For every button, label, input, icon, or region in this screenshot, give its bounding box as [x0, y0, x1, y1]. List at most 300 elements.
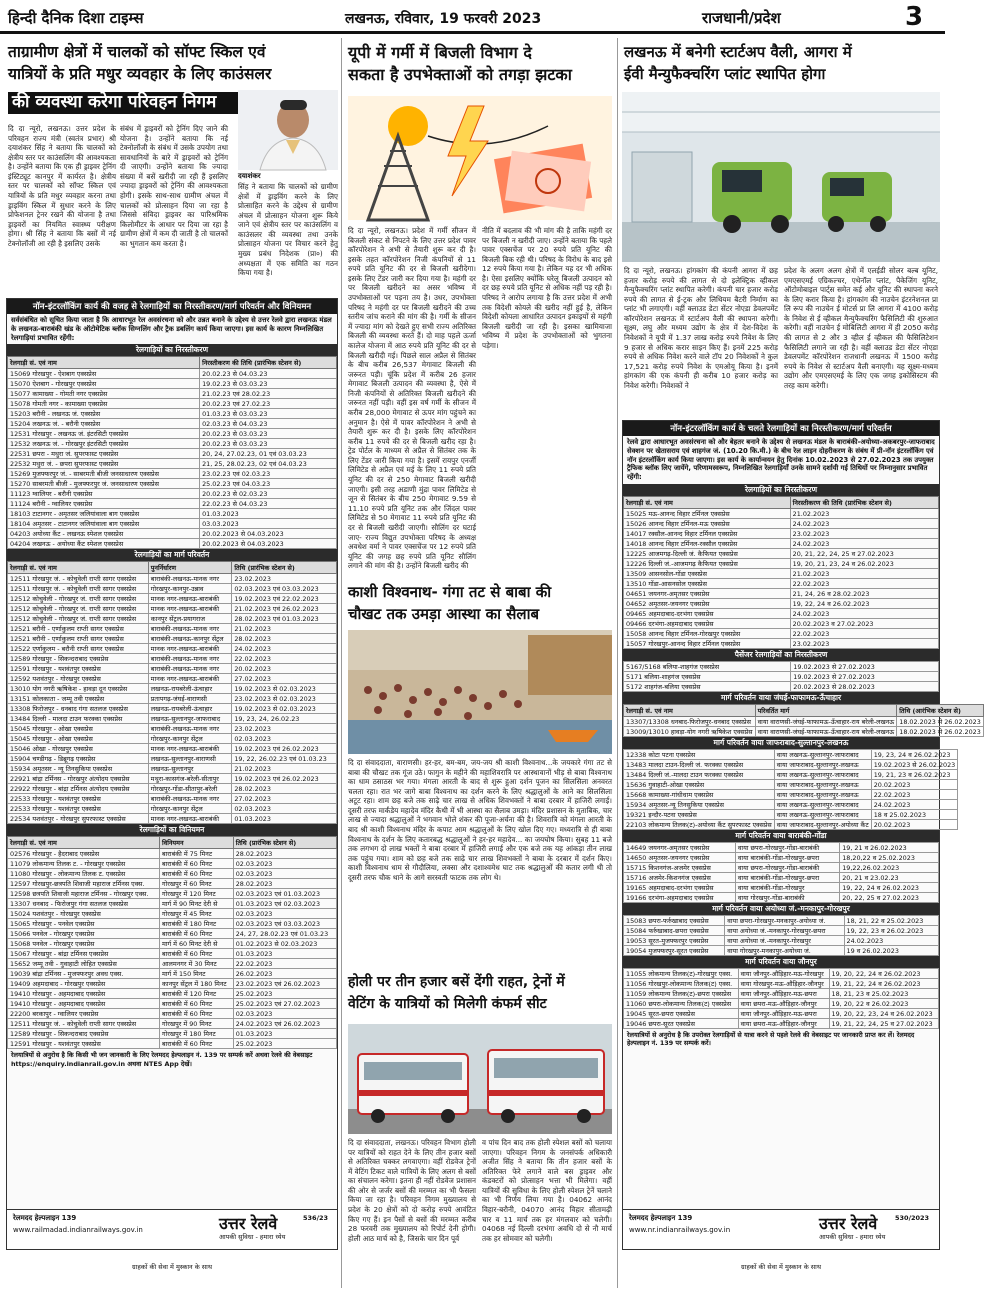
passenger-table: [623, 661, 939, 692]
table-cell: 15065 गोरखपुर - पनवेल एक्सप्रेस: [8, 919, 160, 929]
table-cell: 19, 23, 24 व 26.02.2023: [871, 750, 958, 760]
table-cell: 12225 आजमगढ़-दिल्ली जं. कैफियत एक्सप्रेस: [624, 549, 791, 559]
table-cell: 12512 कोचुवेली - गोरखपुर जं. राप्ती सागर एक्सप्रेस: [8, 604, 149, 614]
table-cell: बाराबंकी-लखनऊ-मानक नगर: [148, 724, 232, 734]
table-cell: 28.02.2023: [233, 879, 336, 889]
table-cell: 28.02.2023 एवं 01.03.2023: [232, 614, 337, 624]
table-row: [624, 989, 939, 999]
table-row: [624, 519, 939, 529]
table-cell: 23.02.2023: [790, 529, 938, 539]
table-row: [8, 469, 337, 479]
table-cell: गोरखपुर-गोंडा-सीतापुर-बरेली: [148, 784, 232, 794]
table-cell: मानक नगर-लखनऊ-बाराबंकी: [148, 644, 232, 654]
table-cell: 12592 यशवंतपुर - गोरखपुर एक्सप्रेस: [8, 674, 149, 684]
table-cell: 13308 फिरोजपुर - धनबाद गंगा सतलज एक्सप्रेस: [8, 704, 149, 714]
table-row: [624, 509, 939, 519]
table-row: [8, 764, 337, 774]
table-cell: गोरखपुर में 60 मिनट: [160, 879, 234, 889]
table-cell: बाराबंकी में 60 मिनट: [160, 869, 234, 879]
table-cell: बाराबंकी में 60 मिनट: [160, 929, 234, 939]
section-bar: रेलगाड़ियों का मार्ग परिवर्तन: [7, 549, 337, 561]
table-row: [8, 979, 337, 989]
table-cell: 15058 आनन्द विहार टर्मिनल-गोरखपुर एक्सप्रेस: [624, 629, 791, 639]
table-cell: गोरखपुर में 180 मिनट: [160, 1029, 234, 1039]
paper-name: हिन्दी दैनिक दिशा टाइम्स: [8, 9, 144, 27]
table-row: [624, 926, 939, 936]
divert-table: [7, 561, 337, 824]
table-row: [624, 873, 939, 883]
table-cell: 15078 गोमती नगर - कामाख्या एक्सप्रेस: [8, 399, 200, 409]
table-cell: 5171 बलिया-शाहगंज एक्सप्रेस: [624, 672, 791, 682]
table-row: [8, 1039, 337, 1049]
table-cell: 11079 लोकमान्य तिलक ट. - गोरखपुर एक्सप्रेस: [8, 859, 160, 869]
table-row: [8, 804, 337, 814]
table-cell: 02.03.2023 एवं 03.03.2023: [233, 919, 336, 929]
table-cell: 20.02.23 से 03.03.23: [200, 439, 337, 449]
article-body: प्रदेश के अलग अलग क्षेत्रों में एलईडी सोलर बल्ब यूनिट, एमएसएमई एग्रिकल्चर, एथेनॉल प्लांट, पैकेजिंग यूनिट, ऑटोमोबाइल पार्ट्स समेत कई और यूनिट की स्थापना करने के लिए करार किया है। हांगकांग की नाउचेन इंटरनेशनल प्रा लि रूप की नाउचेन ई मोटर्स प्रा लि आगरा में 4100 करोड़ के निवेश से ई व्हीकल मैन्युफैक्चरिंग फैसिलिटी की शुरुआत करेगी। वहीं नाउचेन ई मोबिलिटी आगरा में ही 2050 करोड़ की लागत से 2 और 3 व्हील ई व्हीकल की फैसिलिटेशन फैसिलिटी लगाने जा रही है। वहीं क्लाउड डेटा सेंटर नोएडा डेवलपमेंट कॉरपोरेशन राजधानी लखनऊ में 1500 करोड़ रुपये के निवेश से स्टार्टअप वैली बनाएगी। यह सूक्ष्म-मध्यम उद्योग और एमएसएमई के लिए एक जगह इकोसिस्टम की तरह काम करेगी।: [784, 266, 938, 390]
table-cell: गोरखपुर-कानपुर-उन्नाव: [148, 584, 232, 594]
section-bar: मार्ग परिवर्तन वाया बाराबंकी-गोंडा: [623, 830, 939, 842]
headline-line: की व्यवस्था करेगा परिवहन निगम: [8, 92, 248, 114]
table-cell: 22921 बांद्रा टर्मिनस - गोरखपुर अंत्योदय एक्सप्रेस: [8, 774, 149, 784]
table-cell: 5167/5168 बलिया-शाहगंज एक्सप्रेस: [624, 662, 791, 672]
table-cell: 22533 गोरखपुर - यशवंतपुर एक्सप्रेस: [8, 804, 149, 814]
table-cell: 19321 इन्दौर-पटना एक्सप्रेस: [624, 810, 775, 820]
table-row: [8, 774, 337, 784]
table-cell: लखनऊ-रायबरेली-ऊंचाहार: [148, 704, 232, 714]
table-cell: 24, 27, 28.02.23 एवं 01.03.23: [233, 929, 336, 939]
table-cell: 12591 गोरखपुर - यशवंतपुर एक्सप्रेस: [8, 1039, 160, 1049]
table-cell: 18104 अमृतसर - टाटानगर जलियांवाला बाग एक्सप्रेस: [8, 519, 200, 529]
table-cell: 15934 अमृतसर-न्यू तिनसुकिया एक्सप्रेस: [624, 800, 775, 810]
table-cell: 11080 गोरखपुर - लोकमान्य तिलक ट. एक्सप्रेस: [8, 869, 160, 879]
table-cell: वाया बाराबंकी-गोंडा-गोरखपुर-छपरा: [735, 873, 839, 883]
headline-line: काशी विश्वनाथ- गंगा तट से बाबा की: [348, 583, 552, 601]
table-cell: 23.02.2023 से 02.03.2023: [232, 694, 337, 704]
table-row: [8, 959, 337, 969]
table-cell: 23.02.2023: [232, 574, 337, 584]
table-cell: 01.03.2023: [232, 814, 337, 824]
table-cell: 15083 छपरा-फर्रुखाबाद एक्सप्रेस: [624, 916, 725, 926]
table-cell: 18.02.2023 से 26.02.2023: [897, 717, 984, 727]
table-row: [8, 389, 337, 399]
table-cell: 19054 मुजफ्फरपुर-सूरत एक्सप्रेस: [624, 946, 725, 956]
route-table: [623, 842, 939, 903]
table-row: [624, 589, 939, 599]
table-cell: मार्ग में 90 मिनट देरी से: [160, 899, 234, 909]
table-cell: 13510 गोंडा-आसनसोल एक्सप्रेस: [624, 579, 791, 589]
table-row: [8, 754, 337, 764]
article-body: दि दा न्यूरो, लखनऊ। उत्तर प्रदेश के परिवहन राज्य मंत्री (स्वतंत्र प्रभार) श्री दयाशंकर सिंह ने बताया कि चालकों को क्षेत्रीय स्तर पर काउंसलिंग की आवश्यकता है। उन्होंने बताया कि एक ही ड्राइवर ट्रेनिंग इंस्टिट्यूट कानपुर में कार्यरत है। क्षेत्रीय स्तर पर चालकों को सॉफ्ट स्किल एवं यात्रियों के प्रति मधुर व्यवहार करना तथा ड्राइविंग स्किल में सुधार करने के लिए प्रोफेशनल ट्रेनर रखने की योजना है तथा ड्राइवरों का नियमित स्वास्थ्य परीक्षण होगा। श्री सिंह ने बताया कि बसों में नई टेक्नोलॉजी आ रही है इसलिए उसके: [8, 124, 116, 248]
table-cell: 15070 ऐशबाग - गोरखपुर एक्सप्रेस: [8, 379, 200, 389]
table-cell: मथुरा-कासगंज-बरेली-सीतापुर: [148, 774, 232, 784]
table-row: [8, 939, 337, 949]
table-cell: 12512 कोचुवेली - गोरखपुर जं. राप्ती सागर एक्सप्रेस: [8, 594, 149, 604]
table-row: [8, 664, 337, 674]
headline-line: यूपी में गर्मी में बिजली विभाग दे: [348, 43, 532, 62]
table-row: [624, 883, 939, 893]
table-cell: 20.02.2023 से 28.02.2023: [791, 682, 939, 692]
helpline: रेलमदद हेल्पलाइन 139: [13, 1214, 77, 1222]
table-cell: 20.02.23 से 02.03.23: [200, 489, 337, 499]
table-cell: 24.02.2023: [232, 644, 337, 654]
table-row: [8, 479, 337, 489]
table-cell: 19045 सूरत-छपरा एक्सप्रेस: [624, 1009, 739, 1019]
table-cell: 24.02.2023 एवं 26.02.2023: [233, 1019, 336, 1029]
table-cell: 01.03.23 से 03.03.23: [200, 409, 337, 419]
table-cell: 02.03.2023: [232, 804, 337, 814]
table-cell: 21, 24, 26 व 28.02.2023: [790, 589, 938, 599]
table-cell: 21.02.2023 एवं 26.02.2023: [232, 604, 337, 614]
table-cell: मानक नगर-लखनऊ-बाराबंकी: [148, 674, 232, 684]
table-cell: 25.02.2023: [233, 989, 336, 999]
table-cell: 25.02.2023 एवं 27.02.2023: [233, 999, 336, 1009]
column-header: रेलगाड़ी सं. एवं नाम: [8, 357, 200, 369]
table-row: [624, 579, 939, 589]
table-cell: 15270 साबरमती बीजी - मुजफ्फरपुर जं. जनसाधारण एक्सप्रेस: [8, 479, 200, 489]
table-cell: 21.02.2023: [790, 569, 938, 579]
table-cell: 20, 22, 25 व 27.02.2023: [840, 893, 939, 903]
photo-caption: दयाशंकर: [238, 172, 261, 180]
table-row: [624, 893, 939, 903]
notice-title: नॉन-इंटरलॉकिंग कार्य के चलते रेलगाड़ियों का निरस्तीकरण/मार्ग परिवर्तन: [623, 421, 939, 436]
bottom-note: ग्राहकों की सेवा में मुस्कान के साथ: [131, 1263, 213, 1271]
table-cell: 18103 टाटानगर - अमृतसर जलियांवाला बाग एक्सप्रेस: [8, 509, 200, 519]
table-cell: 22.02.2023: [232, 654, 337, 664]
table-row: [8, 634, 337, 644]
table-cell: 19.02.23 से 03.03.23: [200, 379, 337, 389]
table-cell: 19.02.2023 एवं 26.02.2023: [232, 774, 337, 784]
table-row: [8, 614, 337, 624]
notice-code: 530/2023: [895, 1214, 930, 1222]
table-cell: 13484 दिल्ली - मालदा टाउन फरक्का एक्सप्रेस: [8, 714, 149, 724]
table-cell: 12521 बरौनी - एर्णाकुलम राप्ती सागर एक्सप्रेस: [8, 634, 149, 644]
table-cell: 19, 20, 21, 23, 24 व 26.02.2023: [790, 559, 938, 569]
section-bar: रेलगाड़ियों का विनियमन: [7, 824, 337, 836]
table-cell: 12532 लखनऊ जं. - गोरखपुर इंटरसिटी एक्सप्रेस: [8, 439, 200, 449]
table-cell: 01.03.2023: [200, 509, 337, 519]
table-cell: बाराबंकी में 180 मिनट: [160, 919, 234, 929]
table-cell: 22.02.2023: [790, 579, 938, 589]
table-cell: 15668 कामाख्या-गांधीधाम एक्सप्रेस: [624, 790, 775, 800]
table-row: [624, 682, 939, 692]
table-cell: 18 व 25.02.2023: [871, 810, 958, 820]
table-cell: 20.02.23 से 03.03.23: [200, 429, 337, 439]
table-row: [624, 999, 939, 1009]
table-row: [8, 529, 337, 539]
table-cell: वाया अयोध्या जं.-मनकापुर-गोरखपुर-छपरा: [725, 926, 844, 936]
table-row: [624, 969, 939, 979]
table-cell: वाया छपरा-मऊ-औड़िहार-जौनपुर: [738, 999, 829, 1009]
table-cell: 27.02.2023: [232, 674, 337, 684]
table-cell: 12511 गोरखपुर जं. - कोचुवेली राप्ती सागर एक्सप्रेस: [8, 574, 149, 584]
table-cell: 15077 कामाख्या - गोमती नगर एक्सप्रेस: [8, 389, 200, 399]
article-body: दि दा संवाददाता, लखनऊ। परिवहन विभाग होली पर यात्रियों को राहत देने के लिए तीन हजार बसों से अतिरिक्त चक्कर लगवाएगा। वहीं रोडवेज ट्रेनों में वेटिंग टिकट वाले यात्रियों के लिए अलग से बसों का संचालन करेगा। इतना ही नहीं रोडवेज प्रशासन की ओर से जर्जर बसों की मरम्मत का भी फैसला किया जा रहा है। परिवहन निगम मुख्यालय से प्रदेश के 20 क्षेत्रों को दो करोड़ रुपये आवंटित किए गए हैं। इन पैसों से बसों की मरम्मत करीब 28 फरवरी तक मुख्यालय को रिपोर्ट देनी होगी। होली आठ मार्च को है, जिसके चार दिन पूर्व: [348, 1138, 476, 1243]
table-cell: वाया जौनपुर-औड़िहार-मऊ-छपरा: [738, 989, 829, 999]
table-cell: लखनऊ-सुल्तानपुर-वाराणसी: [148, 754, 232, 764]
notice-footer-strip: [7, 1209, 337, 1249]
table-row: [8, 704, 337, 714]
table-cell: मानक नगर-लखनऊ-बाराबंकी: [148, 594, 232, 604]
table-cell: 02.03.2023 एवं 01.03.2023: [233, 889, 336, 899]
table-row: [624, 672, 939, 682]
table-cell: 19 व 26.02.2023: [844, 946, 938, 956]
logo-tagline: आपकी सुविधा - हमारा ध्येय: [219, 1233, 286, 1241]
table-cell: 28.02.2023: [232, 634, 337, 644]
table-cell: 13307 धनबाद - फिरोजपुर गंगा सतलज एक्सप्रेस: [8, 899, 160, 909]
table-cell: 15025 मऊ-आनन्द विहार टर्मिनल एक्सप्रेस: [624, 509, 791, 519]
table-row: [624, 750, 958, 760]
table-row: [624, 609, 939, 619]
table-row: [624, 619, 939, 629]
table-row: [8, 1029, 337, 1039]
section-name: राजधानी/प्रदेश: [702, 9, 781, 27]
table-row: [624, 760, 958, 770]
table-cell: 20.02.2023 से 04.03.2023: [200, 539, 337, 549]
table-row: [624, 780, 958, 790]
table-cell: 21.02.2023: [232, 764, 337, 774]
table-cell: प्रतापगढ़-जंघई-वाराणसी: [148, 694, 232, 704]
column-header: रेलगाड़ी सं. एवं नाम: [624, 497, 791, 509]
column-header: पुनर्निर्धारण: [148, 562, 232, 574]
table-row: [8, 919, 337, 929]
table-cell: 15069 गोरखपुर - ऐशबाग एक्सप्रेस: [8, 369, 200, 379]
column-header: निरस्तीकरण की तिथि (प्रारंभिक स्टेशन से): [200, 357, 337, 369]
railway-notice-right: [622, 420, 981, 1250]
table-cell: 13151 कोलकाता - जम्मू तवी एक्सप्रेस: [8, 694, 149, 704]
table-cell: 5172 शाहगंज-बलिया एक्सप्रेस: [624, 682, 791, 692]
headline-line: यात्रियों के प्रति मधुर व्यवहार के लिए काउंसलर: [8, 65, 272, 83]
table-row: [624, 529, 939, 539]
table-cell: वाया बाराबंकी-गोंडा-गोरखपुर: [735, 883, 839, 893]
headline-line: सकता है उपभेक्ताओं को तगड़ा झटका: [348, 65, 572, 84]
railway-notice-left: [6, 298, 338, 1250]
table-cell: 13307/13308 धनबाद-फिरोजपुर-धनबाद एक्सप्रेस: [624, 717, 756, 727]
section-bar: पैसेंजर रेलगाड़ियों का निरस्तीकरण: [623, 649, 939, 661]
table-row: [624, 1019, 939, 1029]
table-cell: 12511 गोरखपुर जं. - कोचुवेली राप्ती सागर एक्सप्रेस: [8, 584, 149, 594]
table-cell: 13010 योग नगरी ऋषिकेश - हावड़ा दून एक्सप्रेस: [8, 684, 149, 694]
table-cell: 20.02.2023 से 04.03.2023: [200, 529, 337, 539]
table-cell: 19,22,26.02.2023: [840, 863, 939, 873]
table-row: [624, 549, 939, 559]
table-cell: वाया छपरा-गोरखपुर-गोंडा-बाराबंकी: [735, 863, 839, 873]
notice-intro: सर्वसंबंधित को सूचित किया जाता है कि आधारभूत रेल अवसंरचना को और उन्नत बनाने के उद्देश्य से उत्तर रेलवे द्वारा लखनऊ मंडल के लखनऊ-बाराबंकी खंड के ऑटोमेटिक ब्लॉक सिग्नलिंग और ट्रैक डबलिंग कार्य किया जाएगा। इस कार्य के कारण निम्नलिखित रेलगाड़ियां प्रभावित रहेंगी:: [11, 316, 332, 342]
table-cell: 12512 कोचुवेली - गोरखपुर जं. राप्ती सागर एक्सप्रेस: [8, 614, 149, 624]
table-cell: मानक नगर-लखनऊ-बाराबंकी: [148, 744, 232, 754]
table-cell: 11059 लोकमान्य तिलक(ट)-छपरा एक्सप्रेस: [624, 989, 739, 999]
column-header: रेलगाड़ी सं. एवं नाम: [624, 705, 756, 717]
table-cell: 20.02.2023: [232, 664, 337, 674]
website-link[interactable]: www.railmadad.indianrailways.gov.in: [13, 1226, 143, 1234]
article-body: संबंध में ड्राइवरों को ट्रेनिंग दिए जाने की योजना है। उन्होंने बताया कि नई टेक्नोलॉजी के संबंध में उसके उपयोग तथा सावधानियों के बारे में ड्राइवरों को ट्रेनिंग दी जाएगी। उन्होंने बताया कि ज्यादा संख्या में बसें खरीदी जा रही हैं इसलिए ज्यादा ड्राइवरों को ट्रेनिंग की आवश्यकता होगी। इसके साथ-साथ ग्रामीण अंचल में चालकों को प्रोत्साहन दिया जा रहा है जिससे संविदा ड्राइवर का पारिश्रमिक किलोमीटर के आधार पर दिया जा रहा है ग्रामीण क्षेत्रों में कम दी जाती है तो चालकों का भुगतान कम करता है।: [120, 124, 228, 248]
table-cell: 15904 चण्डीगढ़ - डिब्रूगढ़ एक्सप्रेस: [8, 754, 149, 764]
table-cell: 22922 गोरखपुर - बांद्रा टर्मिनस अंत्योदय एक्सप्रेस: [8, 784, 149, 794]
route-table: [623, 749, 958, 830]
article-body: दि दा संवाददाता, वाराणसी। हर-हर, बम-बम, जय-जय श्री काशी विश्वनाथ...के जयकारे गंगा तट से बाबा की चौखट तक गूंज उठे। फागुन के महीने की महाशिवरात्रि पर आस्थावानों भीड़ से बाबा विश्वनाथ का धाम ठसाठस भर गया। मंगला आरती के बाद से शुरू हुआ दर्शन पूजन का सिलसिला अनवरत चलता रहा। रात भर जागे बाबा विश्वनाथ का दर्शन करने के लिए श्रद्धालुओं के आने का सिलसिला अटूट रहा। शाम छह बजे तक साढ़े चार लाख से अधिक शिवभक्तों ने बाबा दरबार में हाजिरी लगाई। दूसरी तरफ मार्कंडेय महादेव मंदिर कैथी में भी आस्था का सैलाब उमड़ा। मंदिर प्रशासन के मुताबिक, चार लाख से ज्यादा श्रद्धालुओं ने भगवान भोले शंकर की पूजा-अर्चना की है। शिवरात्रि को मंगला आरती के बाद श्री काशी विश्वनाथ मंदिर के कपाट आम श्रद्धालुओं के लिए खोल दिए गए। मध्यरात्रि से ही बाबा विश्वनाथ के दर्शन के लिए कतारबद्ध श्रद्धालुओं ने हर-हर महादेव... का जयघोष किया। सुबह 11 बजे तक लगभग दो लाख भक्तों ने बाबा दरबार में हाजिरी लगाई और एक बजे तक यह आंकड़ा तीन लाख तक पहुंच गया। शाम को छह बजे तक साढ़े चार लाख शिवभक्तों ने बाबा के दरबार में दर्शन किए। काशी विश्वनाथ धाम से गौदौलिया, लक्सा और दशाश्वमेध घाट तक श्रद्धालुओं की कतार लगी थी तो दूसरी तरफ चौक थाने के आगे सरस्वती फाटक तक लोग थे।: [348, 758, 612, 882]
table-row: [8, 1019, 337, 1029]
website-link[interactable]: www.nr.indianrailways.gov.in: [629, 1226, 731, 1234]
table-cell: कानपुर सेंट्रल-प्रयागराज: [148, 614, 232, 624]
table-cell: 02.03.2023 एवं 03.03.2023: [232, 584, 337, 594]
table-cell: 15066 पनवेल - गोरखपुर एक्सप्रेस: [8, 929, 160, 939]
route-table: [623, 704, 984, 737]
table-cell: 19.02.2023 से 26.02.2023: [871, 760, 958, 770]
table-cell: कानपुर सेंट्रल में 180 मिनट: [160, 979, 234, 989]
table-row: [624, 629, 939, 639]
table-cell: 12522 एर्णाकुलम - बरौनी राप्ती सागर एक्सप्रेस: [8, 644, 149, 654]
table-cell: 12338 कोटा पटना एक्सप्रेस: [624, 750, 775, 760]
table-cell: बाराबंकी में 120 मिनट: [160, 989, 234, 999]
table-cell: 22.02.23 से 04.03.23: [200, 499, 337, 509]
table-cell: बाराबंकी-लखनऊ-मानक नगर: [148, 794, 232, 804]
table-cell: 04652 अमृतसर-जयनगर एक्सप्रेस: [624, 599, 791, 609]
table-cell: 15203 बरौनी - लखनऊ जं. एक्सप्रेस: [8, 409, 200, 419]
table-cell: 26.02.2023: [233, 969, 336, 979]
section-bar: मार्ग परिवर्तन वाया जाफराबाद-सुल्तानपुर-लखनऊ: [623, 737, 939, 749]
table-cell: मानक नगर-लखनऊ-बाराबंकी: [148, 604, 232, 614]
article-body: दि दा न्यूरो, लखनऊ। हांगकांग की कंपनी आगरा में छह हजार करोड़ रुपये की लागत से दो इलेक्ट्रिक व्हीकल मैन्युफैक्चरिंग प्लांट स्थापित करेगी। कंपनी चार हजार करोड़ रुपये की लागत से ई-ट्रक और लिथियम बैटरी निर्माण का प्लांट भी लगाएगी। वहीं क्लाउड डेटा सेंटर नोएडा डेवलपमेंट कॉरपोरेशन लखनऊ में स्टार्टअप वैली की स्थापना करेगी। सूक्ष्म, लघु और मध्यम उद्योग के क्षेत्र में देश-विदेश के निवेशकों ने यूपी में 1.37 लाख करोड़ रुपये निवेश के लिए 9 हजार से अधिक करार साइन किए हैं। इनमें 225 करोड़ रुपये से अधिक निवेश करने वाले टॉप 20 निवेशकों ने कुल 17,521 करोड़ रुपये निवेश के एमओयू किया है। इनमें हांगकांग की एक कंपनी ही करीब 10 हजार करोड़ का निवेश करेगी। निवेशकों ने: [624, 266, 778, 390]
table-cell: वाया लखनऊ-सुल्तानपुर-जाफराबाद: [774, 770, 871, 780]
column-rule: [341, 38, 342, 1288]
page-header: [0, 0, 945, 34]
table-cell: 20, 21 व 23.02.23: [840, 873, 939, 883]
column-rule: [617, 38, 618, 1288]
cancel-table: [7, 356, 337, 549]
table-row: [8, 459, 337, 469]
table-cell: 23.02.23 एवं 02.03.23: [200, 469, 337, 479]
headline-line: वेटिंग के यात्रियों को मिलेगी कंफर्म सीट: [348, 996, 547, 1012]
table-cell: 18,20,22 व 25.02.2023: [840, 853, 939, 863]
dateline: लखनऊ, रविवार, 19 फरवरी 2023: [345, 11, 542, 27]
table-cell: 28.02.2023: [232, 784, 337, 794]
table-cell: 22534 यशवंतपुर - गोरखपुर सुपरफास्ट एक्सप्रेस: [8, 814, 149, 824]
table-cell: 22.02.2023: [233, 959, 336, 969]
table-cell: 18, 21, 23 व 25.02.2023: [829, 989, 938, 999]
table-cell: 15068 पनवेल - गोरखपुर एक्सप्रेस: [8, 939, 160, 949]
table-cell: 15026 आनन्द विहार टर्मिनल-मऊ एक्सप्रेस: [624, 519, 791, 529]
table-row: [624, 770, 958, 780]
column-header: तिथि (प्रारंभिक स्टेशन से): [232, 562, 337, 574]
table-cell: मार्ग में 150 मिनट: [160, 969, 234, 979]
table-row: [8, 814, 337, 824]
table-row: [8, 909, 337, 919]
table-row: [8, 594, 337, 604]
table-cell: 19166 दरभंगा-अहमदाबाद एक्सप्रेस: [624, 893, 736, 903]
table-cell: 11124 बरौनी - ग्वालियर एक्सप्रेस: [8, 499, 200, 509]
table-cell: 19053 सूरत-मुजफ्फरपुर एक्सप्रेस: [624, 936, 725, 946]
table-cell: 20.02.2023 व 27.02.2023: [790, 619, 938, 629]
table-cell: 24.02.2023: [871, 800, 958, 810]
table-row: [8, 584, 337, 594]
column-header: तिथि (प्रारंभिक स्टेशन से): [233, 837, 336, 849]
table-cell: 02.03.23 से 04.03.23: [200, 419, 337, 429]
table-row: [624, 853, 939, 863]
table-cell: 15715 किशनगंज-अजमेर एक्सप्रेस: [624, 863, 736, 873]
table-cell: 15269 मुजफ्फरपुर जं. - साबरमती बीजी जनसाधारण एक्सप्रेस: [8, 469, 200, 479]
table-cell: गोरखपुर में 120 मिनट: [160, 889, 234, 899]
table-row: [624, 810, 958, 820]
route-table: [623, 968, 939, 1029]
table-cell: 04651 जयनगर-अमृतसर एक्सप्रेस: [624, 589, 791, 599]
table-cell: वाया छपरा-गोरखपुर-गोंडा-बाराबंकी: [735, 843, 839, 853]
table-row: [8, 509, 337, 519]
table-cell: 12597 गोरखपुर-छत्रपति शिवाजी महाराज टर्मिनस एक्स.: [8, 879, 160, 889]
table-row: [8, 794, 337, 804]
table-row: [624, 916, 939, 926]
table-cell: 12598 छत्रपति शिवाजी महाराज टर्मिनस - गोरखपुर एक्स.: [8, 889, 160, 899]
table-cell: 21.02.2023: [790, 509, 938, 519]
table-row: [8, 399, 337, 409]
table-cell: वाया जौनपुर-औड़िहार-मऊ-गोरखपुर: [738, 969, 829, 979]
table-cell: वाया जाफराबाद-सुल्तानपुर-लखनऊ: [774, 760, 871, 770]
table-cell: 28.02.2023: [233, 849, 336, 859]
table-cell: 20.02.2023: [871, 820, 958, 830]
table-cell: 02.03.2023: [233, 909, 336, 919]
table-row: [8, 369, 337, 379]
table-cell: गोरखपुर में 90 मिनट: [160, 1019, 234, 1029]
table-row: [624, 946, 939, 956]
table-row: [8, 869, 337, 879]
table-row: [8, 714, 337, 724]
helpline: रेलमदद हेल्पलाइन 139: [629, 1214, 693, 1222]
table-cell: 15067 गोरखपुर - बांद्रा टर्मिनस एक्सप्रेस: [8, 949, 160, 959]
table-cell: 15046 ओखा - गोरखपुर एक्सप्रेस: [8, 744, 149, 754]
buses-photo: [348, 1024, 612, 1134]
minister-photo: [238, 90, 338, 170]
table-cell: 14017 रक्सौल-आनन्द विहार टर्मिनल एक्सप्रेस: [624, 529, 791, 539]
table-cell: 22.02.2023: [871, 790, 958, 800]
table-cell: 15204 लखनऊ जं. - बरौनी एक्सप्रेस: [8, 419, 200, 429]
northern-railway-logo: उत्तर रेलवे: [219, 1214, 278, 1233]
page-number: 3: [905, 2, 924, 32]
table-cell: बाराबंकी में 75 मिनट: [160, 849, 234, 859]
table-cell: 19165 अहमदाबाद-दरभंगा एक्सप्रेस: [624, 883, 736, 893]
table-cell: 22533 गोरखपुर - यशवंतपुर एक्सप्रेस: [8, 794, 149, 804]
table-row: [624, 662, 939, 672]
table-row: [8, 429, 337, 439]
route-table: [623, 915, 939, 956]
table-cell: मानक नगर-लखनऊ-बाराबंकी: [148, 814, 232, 824]
table-cell: वाया वाराणसी-जंघई-फाफामऊ-ऊँचाहार-राय बरेली-लखनऊ: [755, 727, 897, 737]
headline-line: लखनऊ में बनेगी स्टार्टअप वैली, आगरा में: [624, 43, 852, 61]
table-cell: 19, 21, 22, 24, 25 व 27.02.2023: [829, 1019, 938, 1029]
notice-footer: रेलयात्रियों से अनुरोध है कि किसी भी जन जानकारी के लिए रेलमदद हेल्पलाइन नं. 139 पर सम्पर्क करें अथवा रेलवे की वेबसाइट https://enquiry.indianrail.gov.in अथवा NTES App देखें।: [11, 1051, 313, 1068]
table-row: [8, 1009, 337, 1019]
table-cell: 20, 24, 27.02.23, 01 एवं 03.03.23: [200, 449, 337, 459]
table-cell: 02.03.2023: [232, 734, 337, 744]
table-cell: 19, 22, 24 व 26.02.2023: [840, 883, 939, 893]
table-cell: 19410 गोरखपुर - अहमदाबाद एक्सप्रेस: [8, 999, 160, 1009]
table-cell: 20.02.2023: [871, 780, 958, 790]
cancel-table: [623, 496, 939, 649]
table-cell: 19.02.2023 एवं 22.02.2023: [232, 594, 337, 604]
table-cell: वाया जाफराबाद-सुल्तानपुर-अयोध्या कैंट: [774, 820, 871, 830]
table-cell: 15636 गुवाहाटी-ओखा एक्सप्रेस: [624, 780, 775, 790]
table-cell: 02576 गोरखपुर - हैदराबाद एक्सप्रेस: [8, 849, 160, 859]
table-cell: 01.02.2023 से 02.03.2023: [233, 939, 336, 949]
table-cell: 12521 बरौनी - एर्णाकुलम राप्ती सागर एक्सप्रेस: [8, 624, 149, 634]
table-cell: 14018 आनन्द विहार टर्मिनल-रक्सौल एक्सप्रेस: [624, 539, 791, 549]
article-body: दि दा न्यूरो, लखनऊ। प्रदेश में गर्मी सीजन में बिजली संकट से निपटने के लिए उत्तर प्रदेश पावर कॉरपोरेशन ने अभी से तैयारी शुरू कर दी है। इसके तहत कॉरपोरेशन निजी कंपनियों से 11 रुपये प्रति यूनिट की दर से बिजली खरीदेगा। इसके लिए टेंडर जारी कर दिया गया है। महंगी दर पर बिजली खरीदने का असर भविष्य में उपभोक्ताओं पर पड़ना तय है। उधर, उपभोक्ता परिषद ने महंगी दर पर बिजली खरीदने की उच्च स्तरीय जांच कराने की मांग की है। गर्मी के सीजन में ज्यादा मांग को देखते हुए सभी राज्य अतिरिक्त बिजली की व्यवस्था करते हैं। दो माह पहले ऊर्जा कालेज योजना में आठ रुपये प्रति यूनिट की दर से बिजली खरीदी गई। पिछले साल अप्रैल से सितंबर के बीच करीब 26,537 मेगावाट बिजली की जरूरत पड़ी। चूंकि प्रदेश में करीब 26 हजार मेगावाट बिजली उत्पादन की व्यवस्था है, ऐसे में निजी कंपनियों से अतिरिक्त बिजली खरीदने की जरूरत नहीं पड़ी। वहीं इस वर्ष गर्मी के सीजन में करीब 28,000 मेगावाट से ऊपर मांग पहुंचने का अनुमान है। ऐसे में पावर कॉरपोरेशन ने अभी से तैयारी शुरू कर दी है। इसके लिए कॉरपोरेशन करीब 11 रुपये की दर से बिजली खरीद रहा है। ट्रेड पोर्टल के माध्यम से अप्रैल से सितंबर तक के लिए टेंडर जारी किया गया है। इसमें रायपुर एनर्जी लिमिटेड से अप्रैल एवं मई के लिए 11 रुपये प्रति यूनिट की दर से 250 मेगावाट बिजली खरीदी जाएगी। इसी तरह अडाणी मुंद्रा पावर लिमिटेड से जून से सितंबर के बीच 250 मेगावाट 9.59 से 11.10 रुपये प्रति यूनिट तक और जिंदल पावर लिमिटेड से 50 मेगावाट 11 रुपये प्रति यूनिट की दर से बिजली खरीदी जाएगी। सौलिंग दर घटाई जाए- राज्य विद्युत उपभोक्ता परिषद के अध्यक्ष अवधेश वर्मा ने पावर एक्सचेंज पर 12 रुपये प्रति यूनिट की जगह छह रुपये प्रति यूनिट सौलिंग लगाने की मांग की है। उन्होंने बिजली खरीद की: [348, 226, 476, 571]
section-bar: रेलगाड़ियों का निरस्तीकरण: [623, 484, 939, 496]
table-cell: 13484 दिल्ली जं.-मालदा टाउन फरक्का एक्सप्रेस: [624, 770, 775, 780]
table-row: [8, 784, 337, 794]
table-cell: 12589 गोरखपुर - सिकन्दराबाद एक्सप्रेस: [8, 654, 149, 664]
headline-line: ईवी मैन्युफैक्चरिंग प्लांट स्थापित होगा: [624, 65, 826, 83]
article-body: सिंह ने बताया कि चालकों को ग्रामीण क्षेत्रों में ड्राइविंग करने के लिए प्रोत्साहित करने के उद्देश्य से ग्रामीण अंचल में प्रोत्साहन योजना शुरू किये जाने एवं क्षेत्रीय स्तर पर काउंसलिंग व काउंसलर की व्यवस्था तथा उनके प्रोत्साहन योजना पर विचार करने हेतु मुख्य प्रबंध निदेशक (प्रा०) की अध्यक्षता में एक समिति का गठन किया गया है।: [238, 182, 338, 278]
table-row: [8, 899, 337, 909]
